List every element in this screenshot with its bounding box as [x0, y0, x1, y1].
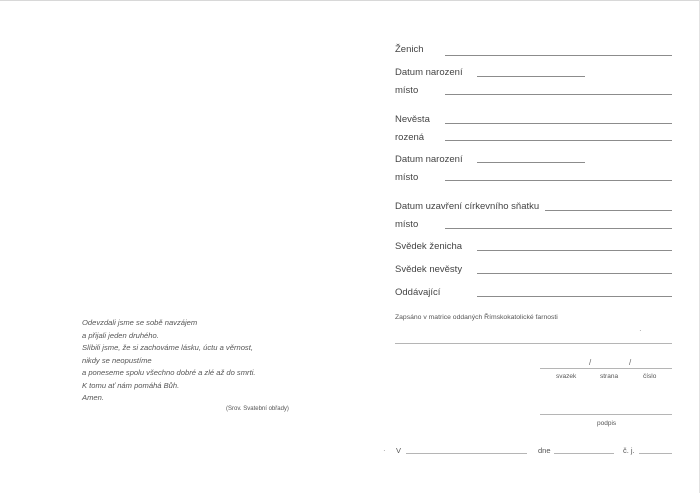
- vow-line: a poneseme spolu všechno dobré a zlé až do smrti.: [82, 368, 256, 377]
- bride-maiden-name-label: rozená: [395, 132, 425, 143]
- bottom-dot: ·: [383, 446, 386, 455]
- volume-label: svazek: [556, 373, 577, 380]
- bride-label: Nevěsta: [395, 114, 430, 125]
- vow-line: K tomu ať nám pomáhá Bůh.: [82, 381, 180, 390]
- separator-slash-2: /: [629, 358, 632, 367]
- place-line: [406, 453, 527, 454]
- bride-birth-place-label: místo: [395, 172, 419, 183]
- groom-birth-date-label: Datum narození: [395, 67, 463, 78]
- groom-birth-date-line: [477, 76, 585, 77]
- groom-birth-place-line: [445, 94, 672, 95]
- separator-slash-1: /: [589, 358, 592, 367]
- wedding-place-label: místo: [395, 219, 419, 230]
- officiant-line: [477, 296, 672, 297]
- vow-line: Odevzdali jsme se sobě navzájem: [82, 318, 198, 327]
- page-label: strana: [600, 373, 619, 380]
- bride-line: [445, 123, 672, 124]
- bride-birth-date-label: Datum narození: [395, 154, 463, 165]
- vow-line: Slíbili jsme, že si zachováme lásku, úctu a věrnost,: [82, 343, 253, 352]
- registry-note: Zapsáno v matrice oddaných Římskokatolické farnosti: [395, 314, 558, 321]
- groom-label: Ženich: [395, 44, 424, 55]
- place-label: V: [396, 446, 402, 455]
- registry-dot: ·: [639, 326, 642, 335]
- bride-maiden-name-line: [445, 140, 672, 141]
- officiant-label: Oddávající: [395, 287, 441, 298]
- volume-page-number-line: [540, 368, 672, 369]
- wedding-place-line: [445, 228, 672, 229]
- bride-birth-place-line: [445, 180, 672, 181]
- bride-witness-label: Svědek nevěsty: [395, 264, 463, 275]
- vow-line: nikdy se neopustíme: [82, 356, 152, 365]
- vow-source: (Srov. Svatební obřady): [226, 406, 289, 412]
- date-line: [554, 453, 614, 454]
- groom-witness-label: Svědek ženicha: [395, 241, 463, 252]
- page-top-edge: [0, 0, 700, 1]
- parish-line: [395, 343, 672, 344]
- groom-witness-line: [477, 250, 672, 251]
- number-label: číslo: [643, 373, 657, 380]
- bride-birth-date-line: [477, 162, 585, 163]
- wedding-date-label: Datum uzavření církevního sňatku: [395, 201, 540, 212]
- wedding-date-line: [545, 210, 672, 211]
- date-label: dne: [538, 446, 551, 455]
- vow-line: a přijali jeden druhého.: [82, 331, 159, 340]
- signature-label: podpis: [597, 420, 617, 427]
- groom-birth-place-label: místo: [395, 85, 419, 96]
- reference-number-label: č. j.: [623, 446, 635, 455]
- reference-number-line: [639, 453, 672, 454]
- groom-line: [445, 55, 672, 56]
- bride-witness-line: [477, 273, 672, 274]
- signature-line: [540, 414, 672, 415]
- vow-line: Amen.: [82, 393, 104, 402]
